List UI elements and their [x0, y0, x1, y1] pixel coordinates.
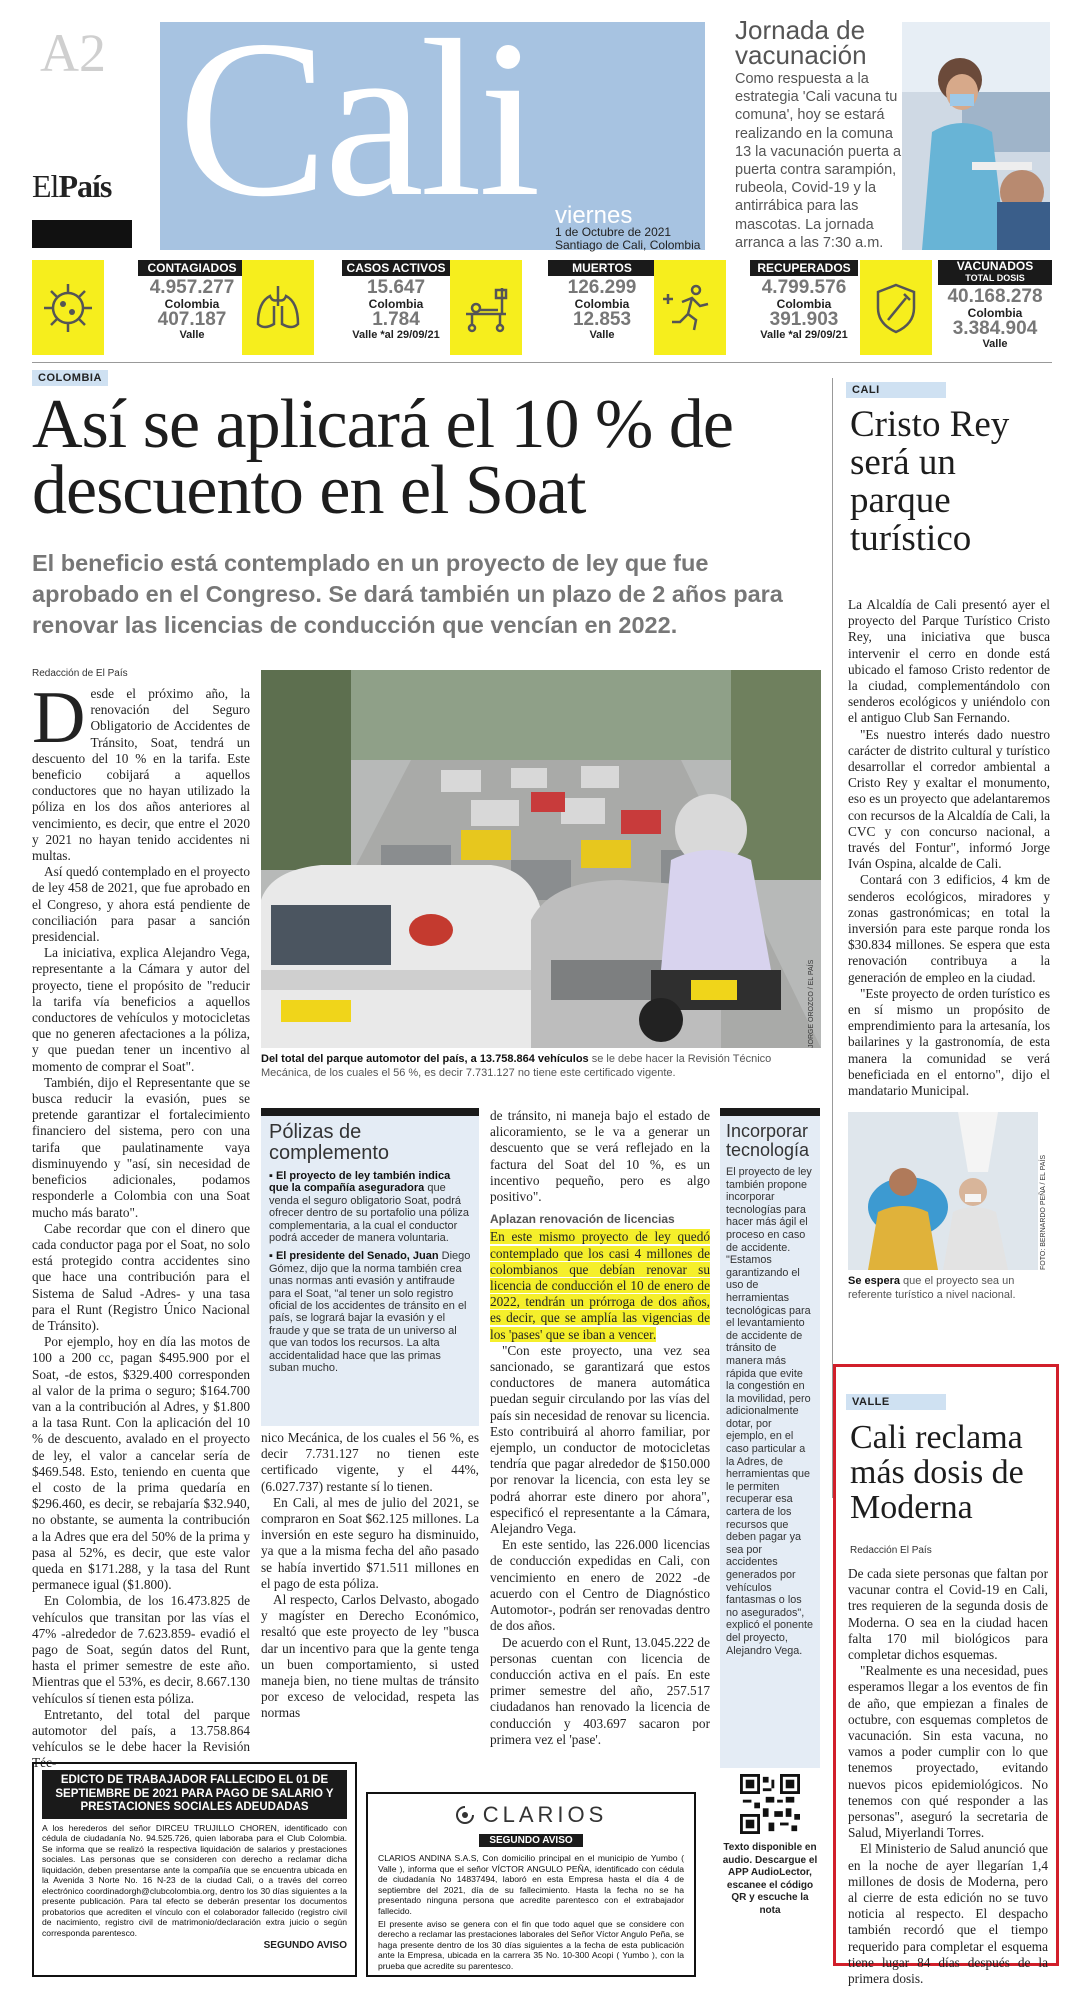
paragraph: También, dijo el Representante que se busca reducir la evasión, pues se pretende garantizar el fortalecimiento financiero del sistema, pero con una tarifa que paulatinamente vaya disminuyendo y "así, sin necesidad de beneficios adicionales, podamos responderle a Colombia con una Soat mucho más barato".: [32, 1074, 250, 1220]
tecnologia-title: Incorporar tecnología: [726, 1121, 810, 1160]
vaccination-photo: [902, 22, 1050, 250]
stat-label: RECUPERADOS: [750, 260, 858, 276]
weekday: viernes: [555, 202, 633, 229]
paragraph: Cabe recordar que con el dinero que cada conductor paga por el Soat, no solo está protegido contra accidentes sino que hace una contribución para el Sistema de Salud -Adres- y una tasa para el Runt (Registro Único Nacional de Tránsito).: [32, 1220, 250, 1333]
paragraph: El Ministerio de Salud anunció que en la noche de ayer llegarían 1,4 millones de dosis de Moderna, pero al cierre de esta edición no se tuvo noticia al respecto. El despacho también recordó que el tiempo requerido para completar el esquema tiene lugar 84 días después de la primera dosis.: [848, 1841, 1048, 1987]
stat-colombia-value: 126.299: [567, 277, 637, 298]
tecnologia-text: El proyecto de ley también propone incorporar tecnologías para hacer más ágil el proceso en caso de accidente. "Estamos garantizando el uso de herramientas tecnológicas para el levantamiento de accidente de tránsito de manera más rápida que evite la congestión en la movilidad, pero adicionalmente dotar, por ejemplo, en el caso particular a la Adres, de herramientas que le permiten recuperar esa cartera de los recursos que deben pagar ya sea por accidentes generados por vehículos fantasmas o los no asegurados", explicó el ponente del proyecto, Alejandro Vega.: [726, 1166, 814, 1657]
clarios-subtitle: SEGUNDO AVISO: [479, 1834, 582, 1847]
stat-valle-value: 407.187: [157, 309, 227, 330]
vaccination-title: Jornada de vacunación: [735, 15, 867, 70]
stat-casos-activos: [342, 260, 450, 341]
qr-note: Texto disponible en audio. Descargue el APP AudioLector, escanee el código QR y escuche la nota: [722, 1842, 818, 1916]
stat-colombia-label: Colombia: [776, 297, 832, 311]
place: Santiago de Cali, Colombia: [555, 238, 701, 252]
photo-caption: [261, 1052, 821, 1080]
tecnologia-box: [720, 1108, 820, 1768]
photo-credit: JORGE OROZCO / EL PAÍS: [808, 959, 815, 1048]
main-byline: Redacción de El País: [32, 668, 128, 679]
clarios-logo: [378, 1802, 684, 1828]
stat-label-sub: TOTAL DOSIS: [965, 273, 1025, 283]
traffic-photo: [261, 670, 821, 1048]
stat-valle-label: Valle *al 29/09/21: [352, 329, 440, 341]
box-top-bar: [261, 1108, 479, 1116]
paragraph: Por ejemplo, hoy en día las motos de 100 a 200 cc, pagan $495.900 por el Soat, -de estos, $329.400 corresponden al valor de la prima o seguro; $164.700 van a la contribución al Adres, y $1.800 a la tasa Runt. Con la aplicación del 10 % de descuento, avalado en el proyecto de ley, el valor a cancelar sería de $469.548. Esto, teniendo en cuenta que el costo de la prima quedaría en $296.460, es decir, se rebajaría $32.940, no obstante, se aumenta la contribución a la Adres que era del 50% de la prima y pasa al 52%, es decir, que este valor queda en $171.288, y la tasa del Runt permanece igual ($1.800).: [32, 1334, 250, 1593]
main-column-1: [32, 677, 250, 1772]
audio-qr-block: [720, 1774, 820, 1974]
edicto-notice: [32, 1762, 357, 1977]
paragraph: La Alcaldía de Cali presentó ayer el proyecto del Parque Turístico Cristo Rey, una iniciativa que busca intervenir el cerro en donde está ubicado el famoso Cristo redentor de la ciudad, complementándolo con senderos ecológicos y uniéndolo con el antiguo Club San Fernando.: [848, 597, 1050, 726]
section-tag-cali: CALI: [846, 382, 946, 398]
stat-muertos: [548, 260, 656, 341]
stat-label: MUERTOS: [548, 260, 656, 276]
stat-valle-value: 1.784: [372, 309, 420, 330]
cristo-headline: Cristo Rey será un parque turístico: [850, 404, 1010, 559]
dropcap: D: [32, 677, 86, 759]
cristo-caption: [848, 1274, 1050, 1302]
section-tag-valle: VALLE: [846, 1394, 946, 1410]
vaccination-text: Como respuesta a la estrategia 'Cali vacuna tu comuna', hoy se estará realizando en la comuna 13 la vacunación puerta a puerta contra sarampión, rubeola, Covid-19 y la antirrábica para las mascotas. La jornada arranca a las 7:30 a.m.: [735, 71, 902, 251]
virus-icon: [32, 260, 104, 355]
stat-colombia-label: Colombia: [574, 297, 630, 311]
polizas-body-1: que venda el seguro obligatorio Soat, podrá ofrecer dentro de su portafolio una póliza complementaria, a la cual el conductor podrá acceder de manera voluntaria.: [269, 1182, 469, 1245]
paragraph: La iniciativa, explica Alejandro Vega, representante a la Cámara y autor del proyecto, tiene el propósito de "reducir la tarifa vía beneficios a aquellos conductores de vehículos y motocicletas que no generen afectaciones a la póliza, y que puedan tener un incentivo al momento de comprar el Soat".: [32, 945, 250, 1074]
caption-lead: Se espera: [848, 1275, 900, 1287]
stretcher-icon: [450, 260, 522, 355]
main-column-2: [261, 1430, 479, 1722]
polizas-lead-2: El presidente del Senado, Juan: [275, 1250, 439, 1263]
section-tag-colombia: COLOMBIA: [32, 370, 108, 386]
paragraph: En Colombia, de los 16.473.825 de vehículos que transitan por las vías el 47% -alrededor de 7.623.859- evadió el pago de Soat, según datos del Runt, hasta el primer semestre de este año. Mientras que el 53%, es decir, 8.667.130 vehículos sí tienen esta póliza.: [32, 1593, 250, 1706]
section-title: Cali: [178, 0, 537, 243]
stat-colombia-label: Colombia: [967, 306, 1023, 320]
paragraph: Al respecto, Carlos Delvasto, abogado y magíster en Derecho Económico, resaltó que este proyecto de ley "busca dar un incentivo para que la gente tenga un buen comportamiento, si usted maneja bien, no tiene multas de tránsito por exceso de velocidad, respeta las normas: [261, 1592, 479, 1721]
stat-colombia-value: 40.168.278: [947, 286, 1043, 307]
polizas-box: [261, 1108, 479, 1426]
stat-colombia-value: 15.647: [366, 277, 426, 298]
date-line: [555, 226, 700, 252]
main-headline: Así se aplicará el 10 % de descuento en el Soat: [32, 386, 733, 529]
logo-bar: [32, 220, 132, 248]
newspaper-logo: [32, 168, 111, 205]
paragraph: De cada siete personas que faltan por vacunar contra el Covid-19 en Cali, tres requieren de la segunda dosis de Moderna. O sea en la ciudad hacen falta 170 mil biológicos para completar dichos esquemas.: [848, 1566, 1048, 1663]
covid-stats-band: [32, 260, 1052, 355]
caption-lead: Del total del parque automotor del país, a 13.758.864 vehículos: [261, 1053, 589, 1065]
stat-vacunados: [938, 260, 1052, 350]
stat-contagiados: [138, 260, 246, 341]
moderna-headline: Cali reclama más dosis de Moderna: [850, 1419, 1024, 1526]
polizas-title: Pólizas de complemento: [269, 1121, 390, 1164]
clarios-text-1: CLARIOS ANDINA S.A.S, Con domicilio principal en el municipio de Yumbo ( Valle ), informa que el señor VÍCTOR ANGULO PEÑA, identificado con cédula de ciudadanía No 14837494, laboró en esta Empresa hasta el día 4 de septiembre del 2021, día de su fallecimiento. Hasta la fecha no se ha presentado ninguna persona que acredite parentesco con el extrabajador fallecido.: [378, 1853, 684, 1916]
polizas-text: ▪ El proyecto de ley también indica que la compañía aseguradora que venda el seguro obligatorio Soat, podrá ofrecer dentro de su portafolio una póliza complementaria, a la cual el conductor podrá acceder de manera voluntaria. ▪ El presidente del Senado, Juan Diego Gómez, dijo que la norma también crea unas normas anti evasión y antifraude para el Soat, "al tener un solo registro oficial de los accidentes de tránsito en el país, se logrará bajar la evasión y el fraude y que se trata de un universo al que van todos los recursos. La alta accidentalidad hace que las primas suban mucho.: [269, 1170, 471, 1375]
stat-label: CONTAGIADOS: [138, 260, 246, 276]
page-number: A2: [40, 23, 106, 83]
paragraph: "Este proyecto de orden turístico es en sí mismo un propósito de emprendimiento para la artesanía, los bailarines y la gastronomía, de esta manera la comunidad se verá beneficiada en el entorno", dijo el mandatario Municipal.: [848, 985, 1050, 1099]
highlighted-paragraph: En este mismo proyecto de ley quedó contemplado que los casi 4 millones de colombianos que debían renovar su licencia de conducción el 10 de enero de 2022, tendrán un prórroga de dos años, es decir, que se amplía las vigencias de los 'pases' que se iban a vencer.: [490, 1229, 710, 1342]
paragraph: nico Mecánica, de los cuales el 56 %, es decir 7.731.127 no tienen este certificado vigente, y el 44%, (6.027.737) restante sí lo tienen.: [261, 1430, 479, 1494]
edicto-footer: SEGUNDO AVISO: [263, 1940, 347, 1951]
clarios-text-2: El presente aviso se genera con el fin que todo aquel que se considere con derecho a reclamar las prestaciones laborales del Señor Víctor Angulo Peña, se haga presente dentro de los 30 días siguientes a la fecha de esta publicación ante la Empresa, ubicada en la carrera 35 No. 10-300 Acopi ( Yumbo ), con la prueba que acredite su parentesco.: [378, 1918, 684, 1971]
clarios-mark-icon: [455, 1805, 475, 1825]
stat-valle-label: Valle: [589, 329, 615, 341]
column-divider: [832, 378, 833, 1498]
stat-recuperados: [750, 260, 858, 341]
paragraph: En Cali, al mes de julio del 2021, se compraron en Soat $62.125 millones. La inversión en este seguro ha disminuido, ya que a la misma fecha del año pasado se había invertido $71.511 millones en el pago de esta póliza.: [261, 1494, 479, 1591]
stat-valle-value: 391.903: [769, 309, 839, 330]
date: 1 de Octubre de 2021: [555, 225, 672, 239]
logo-part-el: El: [32, 168, 59, 204]
stat-colombia-label: Colombia: [164, 297, 220, 311]
clarios-wordmark: CLARIOS: [482, 1802, 608, 1827]
paragraph: De acuerdo con el Runt, 13.045.222 de personas cuentan con licencia de conducción activa en el país. En este primer semestre del año, 257.517 ciudadanos han renovado la licencia de conducción y 403.697 sacaron por primera vez el 'pase'.: [490, 1634, 710, 1747]
paragraph: Contará con 3 edificios, 4 km de senderos ecológicos, miradores y zonas gastronómicas; en total la inversión para este parque ronda los $30.834 millones. Se espera que esta renovación contribuya a la generación de empleo en la ciudad.: [848, 872, 1050, 985]
paragraph: esde el próximo año, la renovación del Seguro Obligatorio de Accidentes de Tránsito, Soat, tendrá un descuento del 10 % en la tarifa. Este beneficio cobijará a aquellos conductores que no hayan utilizado la póliza en los dos años anteriores al vencimiento, es decir, que entre el 2020 y 2021 no hayan tenido accidentes ni multas.: [32, 686, 250, 864]
stat-colombia-value: 4.799.576: [761, 277, 847, 298]
paragraph: "Con este proyecto, una vez sea sancionado, se garantizará que estos conductores de manera automática puedan seguir circulando por las vías del país sin necesidad de renovar su licencia. Esto contribuirá al ahorro familiar, por ejemplo, un conductor de motocicletas tendría que pagar alrededor de $150.000 por renovar la licencia, con esta ley se podrá ahorrar este dinero por ahora", especificó el representante a la Cámara, Alejandro Vega.: [490, 1342, 710, 1537]
box-top-bar: [720, 1108, 820, 1116]
stat-valle-label: Valle: [982, 338, 1008, 350]
edicto-title: EDICTO DE TRABAJADOR FALLECIDO EL 01 DE SEPTIEMBRE DE 2021 PARA PAGO DE SALARIO Y PRESTACIONES SOCIALES ADEUDADAS: [42, 1770, 347, 1819]
lungs-icon: [242, 260, 314, 355]
stat-colombia-label: Colombia: [368, 297, 424, 311]
main-column-3: [490, 1108, 710, 1748]
paragraph: En este sentido, las 226.000 licencias de conducción expedidas en Cali, con vencimiento en enero de 2022 -de acuerdo con el Centro de Diagnóstico Automotor-, podrán ser renovadas dentro de dos años.: [490, 1537, 710, 1634]
logo-part-pais: País: [58, 168, 112, 204]
stat-label: CASOS ACTIVOS: [342, 260, 450, 276]
stat-valle-label: Valle *al 29/09/21: [760, 329, 848, 341]
stat-valle-label: Valle: [179, 329, 205, 341]
edicto-text: A los herederos del señor DIRCEU TRUJILLO CHOREN, identificado con cédula de ciudadanía No. 94.525.726, quien laboraba para el Club Colombia. Se informa que se realizó la respectiva liquidación de salarios y prestaciones sociales. Las personas que se consideren con derecho a reclamar dicha liquidación, deben presentarse ante la compañía que se encuentra ubicada en la Avenida 3 Norte No. 16 N-23 de la ciudad Cali, o a través del correo electrónico coordinadorgh@clubcolombia.org, dentro los 30 días siguientes a la presente publicación. Para tal efecto se deberán presentar los documentos probatorios que acrediten el vínculo con el colaborador fallecido (registro civil de nacimiento, registro civil de matrimonio/declaración extra juicio o según corresponda parentesco.: [42, 1822, 347, 1938]
stat-colombia-value: 4.957.277: [149, 277, 235, 298]
cristo-text: [848, 597, 1050, 1099]
stat-valle-value: 12.853: [572, 309, 632, 330]
running-person-icon: [654, 260, 726, 355]
polizas-body-2: Diego Gómez, dijo que la norma también crea unas normas anti evasión y antifraude para el Soat, "al tener un solo registro oficial de los accidentes de tránsito en el país, se logrará bajar la evasión y el fraude y que se trata de un universo al que van todos los recursos. La alta accidentalidad hace que las primas suban mucho.: [269, 1250, 471, 1375]
paragraph: "Es nuestro interés dado nuestro carácter de distrito cultural y turístico desarrollar el corredor ambiental a Cristo Rey y exaltar el monumento, eso es un proyecto que adelantaremos con recursos de la Alcaldía de Cali, la CVC y con concurso nacional, a través del Fontur", informó Jorge Iván Ospina, alcalde de Cali.: [848, 726, 1050, 872]
paragraph: "Realmente es una necesidad, pues esperamos llegar a los eventos de fin de año, que empiezan a finales de octubre, con esquemas completos de vacunación. Sin esta vacuna, no vamos a poder cumplir con lo que tenemos proyectado, evitando nuevos picos epidemiológicos. No tenemos con qué responder a las personas", aseguró la secretaria de Salud, Miyerlandi Torres.: [848, 1663, 1048, 1841]
cristo-photo: [848, 1112, 1038, 1270]
stat-valle-value: 3.384.904: [952, 318, 1038, 339]
licencias-subhead: Aplazan renovación de licencias: [490, 1212, 675, 1227]
polizas-lead-1: El proyecto de ley también indica que la compañía aseguradora: [269, 1170, 451, 1195]
clarios-notice: [366, 1792, 696, 1977]
moderna-byline: Redacción El País: [850, 1545, 932, 1556]
paragraph: Entretanto, del total del parque automotor del país, a 13.758.864 vehículos se le debe hacer la Revisión Téc-: [32, 1706, 250, 1771]
qr-code-icon[interactable]: [740, 1774, 800, 1834]
caption-text: que el proyecto sea un referente turístico a nivel nacional.: [848, 1275, 1016, 1301]
paragraph: Así quedó contemplado en el proyecto de ley 458 de 2021, que fue aprobado en el Congreso, y ahora está pendiente de conciliación para pasar a sanción presidencial.: [32, 864, 250, 945]
stat-label: [938, 260, 1052, 285]
paragraph: de tránsito, ni maneja bajo el estado de alicoramiento, se le va a generar un descuento que se verá reflejado en la factura del Soat del 10 %, es un incentivo pequeño, pero es algo positivo".: [490, 1108, 710, 1205]
divider: [32, 362, 1052, 363]
main-deck: El beneficio está contemplado en un proyecto de ley que fue aprobado en el Congreso. Se dará también un plazo de 2 años para renovar las licencias de conducción que vencían en 2022.: [32, 550, 783, 638]
cristo-photo-credit: FOTO: BERNARDO PEÑA / EL PAÍS: [1040, 1154, 1047, 1270]
stat-label-main: VACUNADOS: [956, 259, 1034, 273]
caption-text: se le debe hacer la Revisión Técnico Mecánica, de los cuales el 56 %, es decir 7.731.127 no tiene este certificado vigente.: [261, 1053, 772, 1079]
shield-syringe-icon: [860, 260, 932, 355]
moderna-text: [848, 1566, 1048, 1987]
